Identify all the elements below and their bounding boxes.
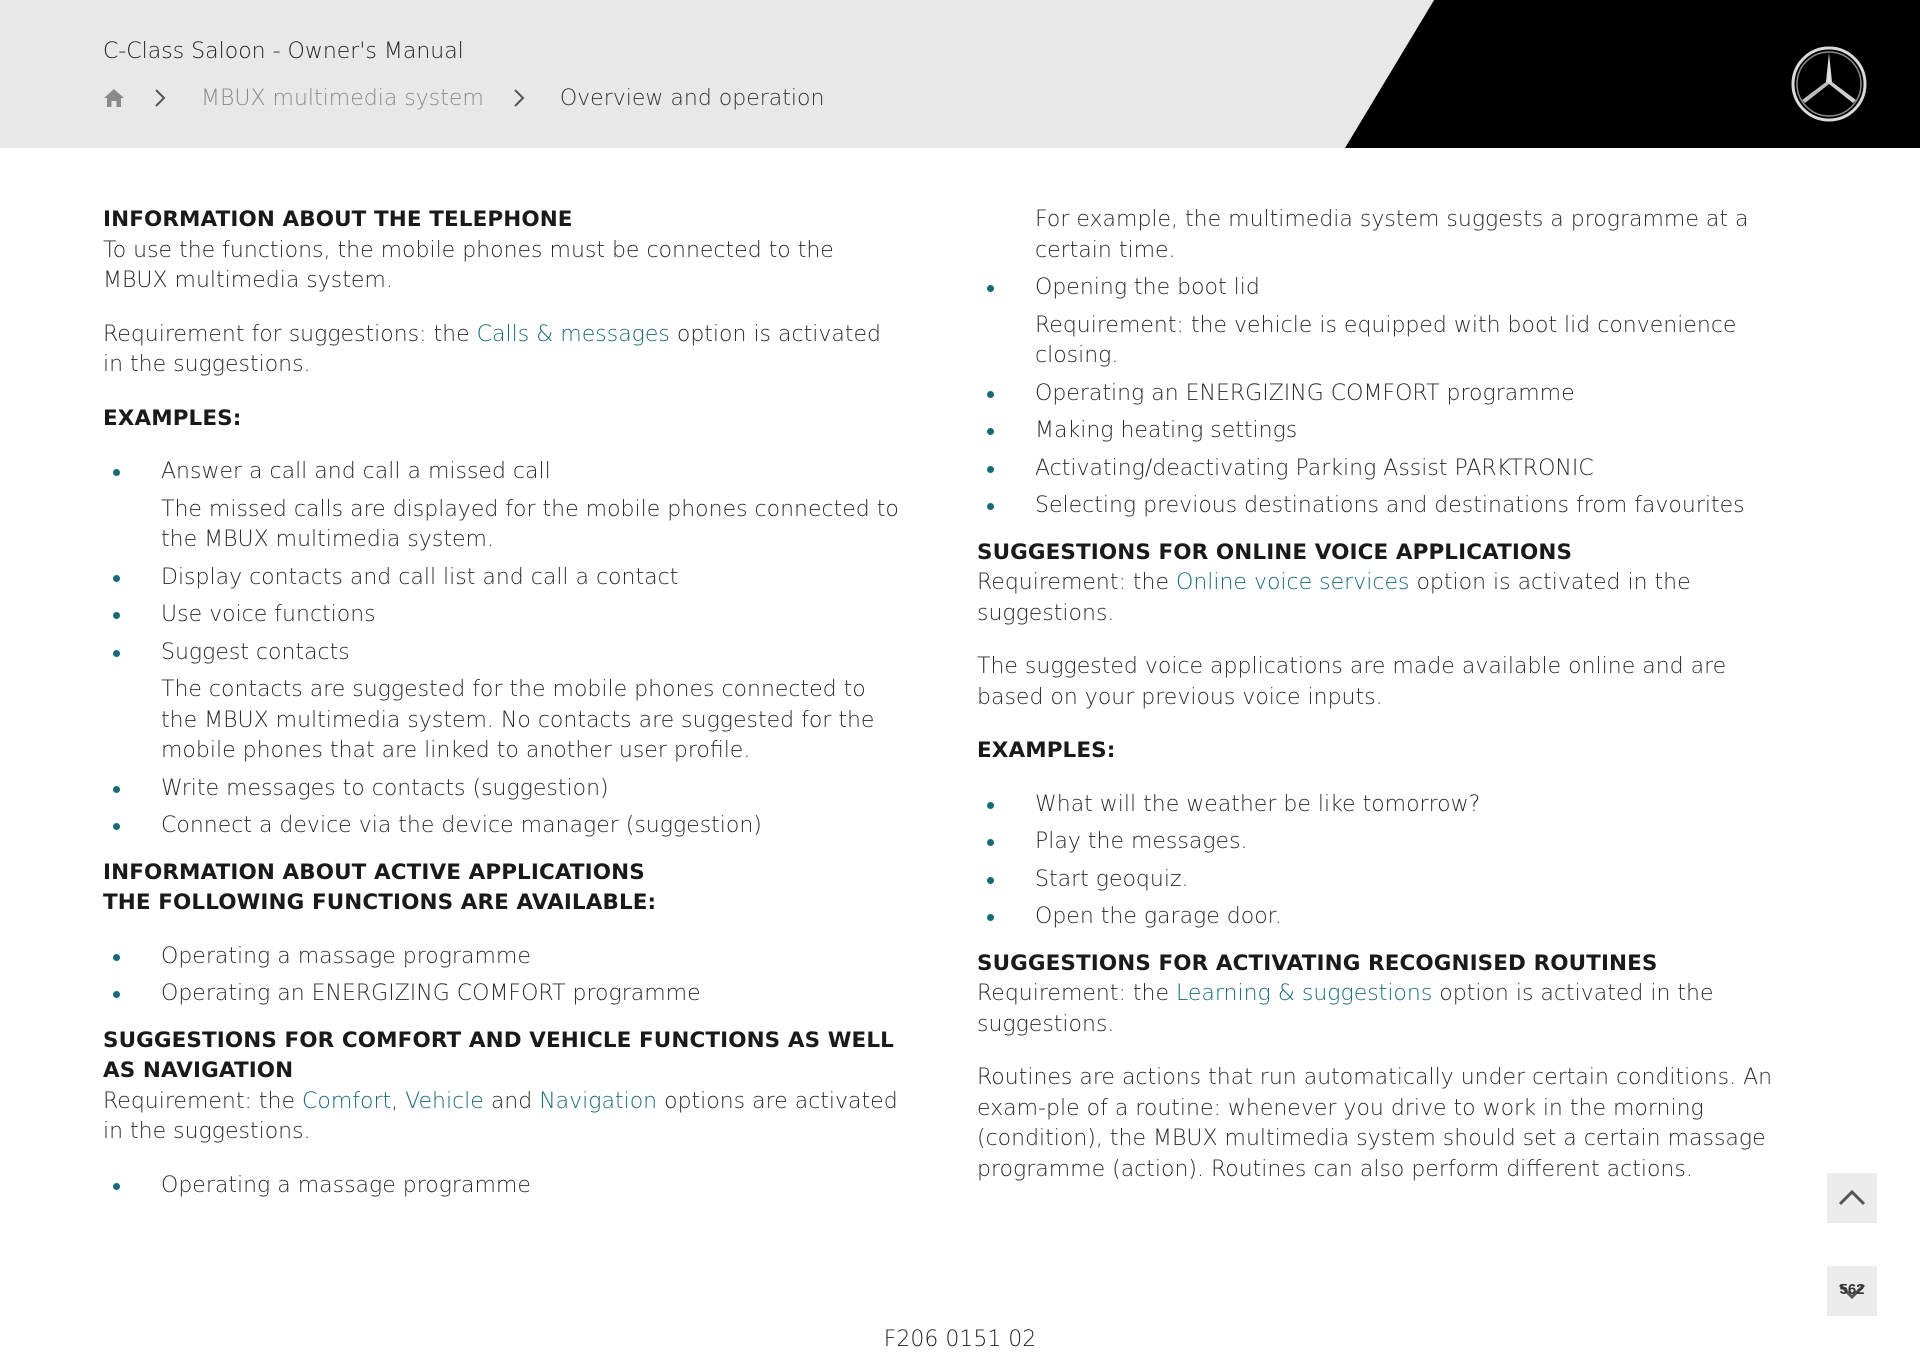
list-comfort xyxy=(103,1171,903,1202)
link-vehicle[interactable]: Vehicle xyxy=(405,1088,484,1114)
home-icon[interactable] xyxy=(103,87,125,109)
mercedes-star-logo xyxy=(1790,45,1868,123)
list-item: Display contacts and call list and call a contact xyxy=(103,563,903,594)
heading-examples: EXAMPLES: xyxy=(103,405,242,431)
link-calls-messages[interactable]: Calls & messages xyxy=(476,321,670,347)
list-item: Suggest contacts xyxy=(103,638,903,669)
list-item: Making heating settings xyxy=(977,416,1797,447)
list-item: Answer a call and call a missed call xyxy=(103,457,903,488)
list-item: Selecting previous destinations and destinations from favourites xyxy=(977,491,1797,522)
heading-telephone: INFORMATION ABOUT THE TELEPHONE xyxy=(103,207,573,232)
right-column xyxy=(977,205,1797,1185)
list-item: Operating a massage programme xyxy=(103,1171,903,1202)
list-item: Use voice functions xyxy=(103,600,903,631)
list-phone-examples-3 xyxy=(103,774,903,842)
heading-comfort-vehicle: SUGGESTIONS FOR COMFORT AND VEHICLE FUNCTIONS AS WELL AS NAVIGATION xyxy=(103,1027,894,1083)
chevron-up-icon xyxy=(1837,1188,1867,1208)
req-text: and xyxy=(483,1088,540,1114)
list-item-note: Requirement: the vehicle is equipped with boot lid convenience closing. xyxy=(1035,312,1737,368)
continued-note: For example, the multimedia system suggests a programme at a certain time. xyxy=(1035,207,1749,263)
heading-online-voice: SUGGESTIONS FOR ONLINE VOICE APPLICATIONS xyxy=(977,539,1573,565)
chevron-right-icon xyxy=(153,87,167,109)
heading-examples-voice: EXAMPLES: xyxy=(977,738,1116,763)
list-item: Operating an ENERGIZING COMFORT programme xyxy=(103,979,903,1010)
list-comfort-continued xyxy=(977,273,1797,304)
list-item: Operating an ENERGIZING COMFORT programme xyxy=(977,379,1797,410)
list-item: Connect a device via the device manager (suggestion) xyxy=(103,811,903,842)
list-item: What will the weather be like tomorrow? xyxy=(977,790,1797,821)
req-text: option is activated in the suggestions. xyxy=(977,981,1714,1037)
req-text: Requirement: the xyxy=(103,1088,302,1114)
left-column xyxy=(103,205,903,1208)
list-item-note: The contacts are suggested for the mobile phones connected to the MBUX multimedia system. No contacts are suggested for the mobile phones that are linked to another user profile. xyxy=(161,677,875,763)
req-text: Requirement: the xyxy=(977,981,1176,1006)
link-online-voice-services[interactable]: Online voice services xyxy=(1176,570,1410,595)
list-item: Write messages to contacts (suggestion) xyxy=(103,774,903,805)
paragraph-telephone: To use the functions, the mobile phones must be connected to the MBUX multimedia system. xyxy=(103,237,834,293)
link-comfort[interactable]: Comfort xyxy=(302,1088,392,1114)
page-number: 562 xyxy=(1839,1281,1865,1298)
document-title: C-Class Saloon - Owner's Manual xyxy=(103,39,464,64)
requirement-comfort xyxy=(103,1087,903,1148)
heading-routines: SUGGESTIONS FOR ACTIVATING RECOGNISED ROUTINES xyxy=(977,950,1658,976)
req-text: Requirement for suggestions: the xyxy=(103,321,477,347)
list-voice-examples xyxy=(977,790,1797,933)
heading-active-apps: INFORMATION ABOUT ACTIVE APPLICATIONS xyxy=(103,859,645,885)
link-learning-suggestions[interactable]: Learning & suggestions xyxy=(1176,981,1433,1006)
paragraph-routines: Routines are actions that run automatically under certain conditions. An exam-ple of a routine: whenever you drive to work in the morning (condition), the MBUX multimedia system should set a certain massage programme (action). Routines can also perform different actions. xyxy=(977,1065,1773,1182)
req-text: , xyxy=(391,1088,406,1114)
link-navigation[interactable]: Navigation xyxy=(539,1088,658,1114)
list-comfort-continued-2 xyxy=(977,379,1797,522)
list-item: Start geoquiz. xyxy=(977,865,1797,896)
breadcrumb xyxy=(103,83,824,113)
list-item: Opening the boot lid xyxy=(977,273,1797,304)
list-item-note: The missed calls are displayed for the mobile phones connected to the MBUX multimedia system. xyxy=(161,496,899,552)
list-item: Activating/deactivating Parking Assist PARKTRONIC xyxy=(977,454,1797,485)
req-text: Requirement: the xyxy=(977,570,1176,595)
list-item: Operating a massage programme xyxy=(103,942,903,973)
list-active-apps xyxy=(103,942,903,1010)
page-header xyxy=(0,0,1920,148)
heading-following-functions: THE FOLLOWING FUNCTIONS ARE AVAILABLE: xyxy=(103,890,657,915)
list-phone-examples-2 xyxy=(103,563,903,669)
document-code: F206 0151 02 xyxy=(883,1327,1037,1352)
list-item: Open the garage door. xyxy=(977,902,1797,933)
paragraph-voice: The suggested voice applications are made available online and are based on your previous voice inputs. xyxy=(977,654,1727,710)
next-page-button[interactable] xyxy=(1827,1266,1877,1316)
list-item: Play the messages. xyxy=(977,827,1797,858)
requirement-voice xyxy=(977,568,1797,629)
breadcrumb-link-mbux[interactable]: MBUX multimedia system xyxy=(201,85,484,111)
requirement-routines xyxy=(977,979,1797,1040)
req-text: option is activated in the suggestions. xyxy=(103,321,881,377)
chevron-right-icon xyxy=(512,87,526,109)
req-text: options are activated in the suggestions. xyxy=(103,1088,898,1144)
scroll-up-button[interactable] xyxy=(1827,1173,1877,1223)
list-phone-examples xyxy=(103,457,903,488)
requirement-calls xyxy=(103,320,903,381)
breadcrumb-current: Overview and operation xyxy=(559,85,825,111)
req-text: option is activated in the suggestions. xyxy=(977,570,1691,626)
